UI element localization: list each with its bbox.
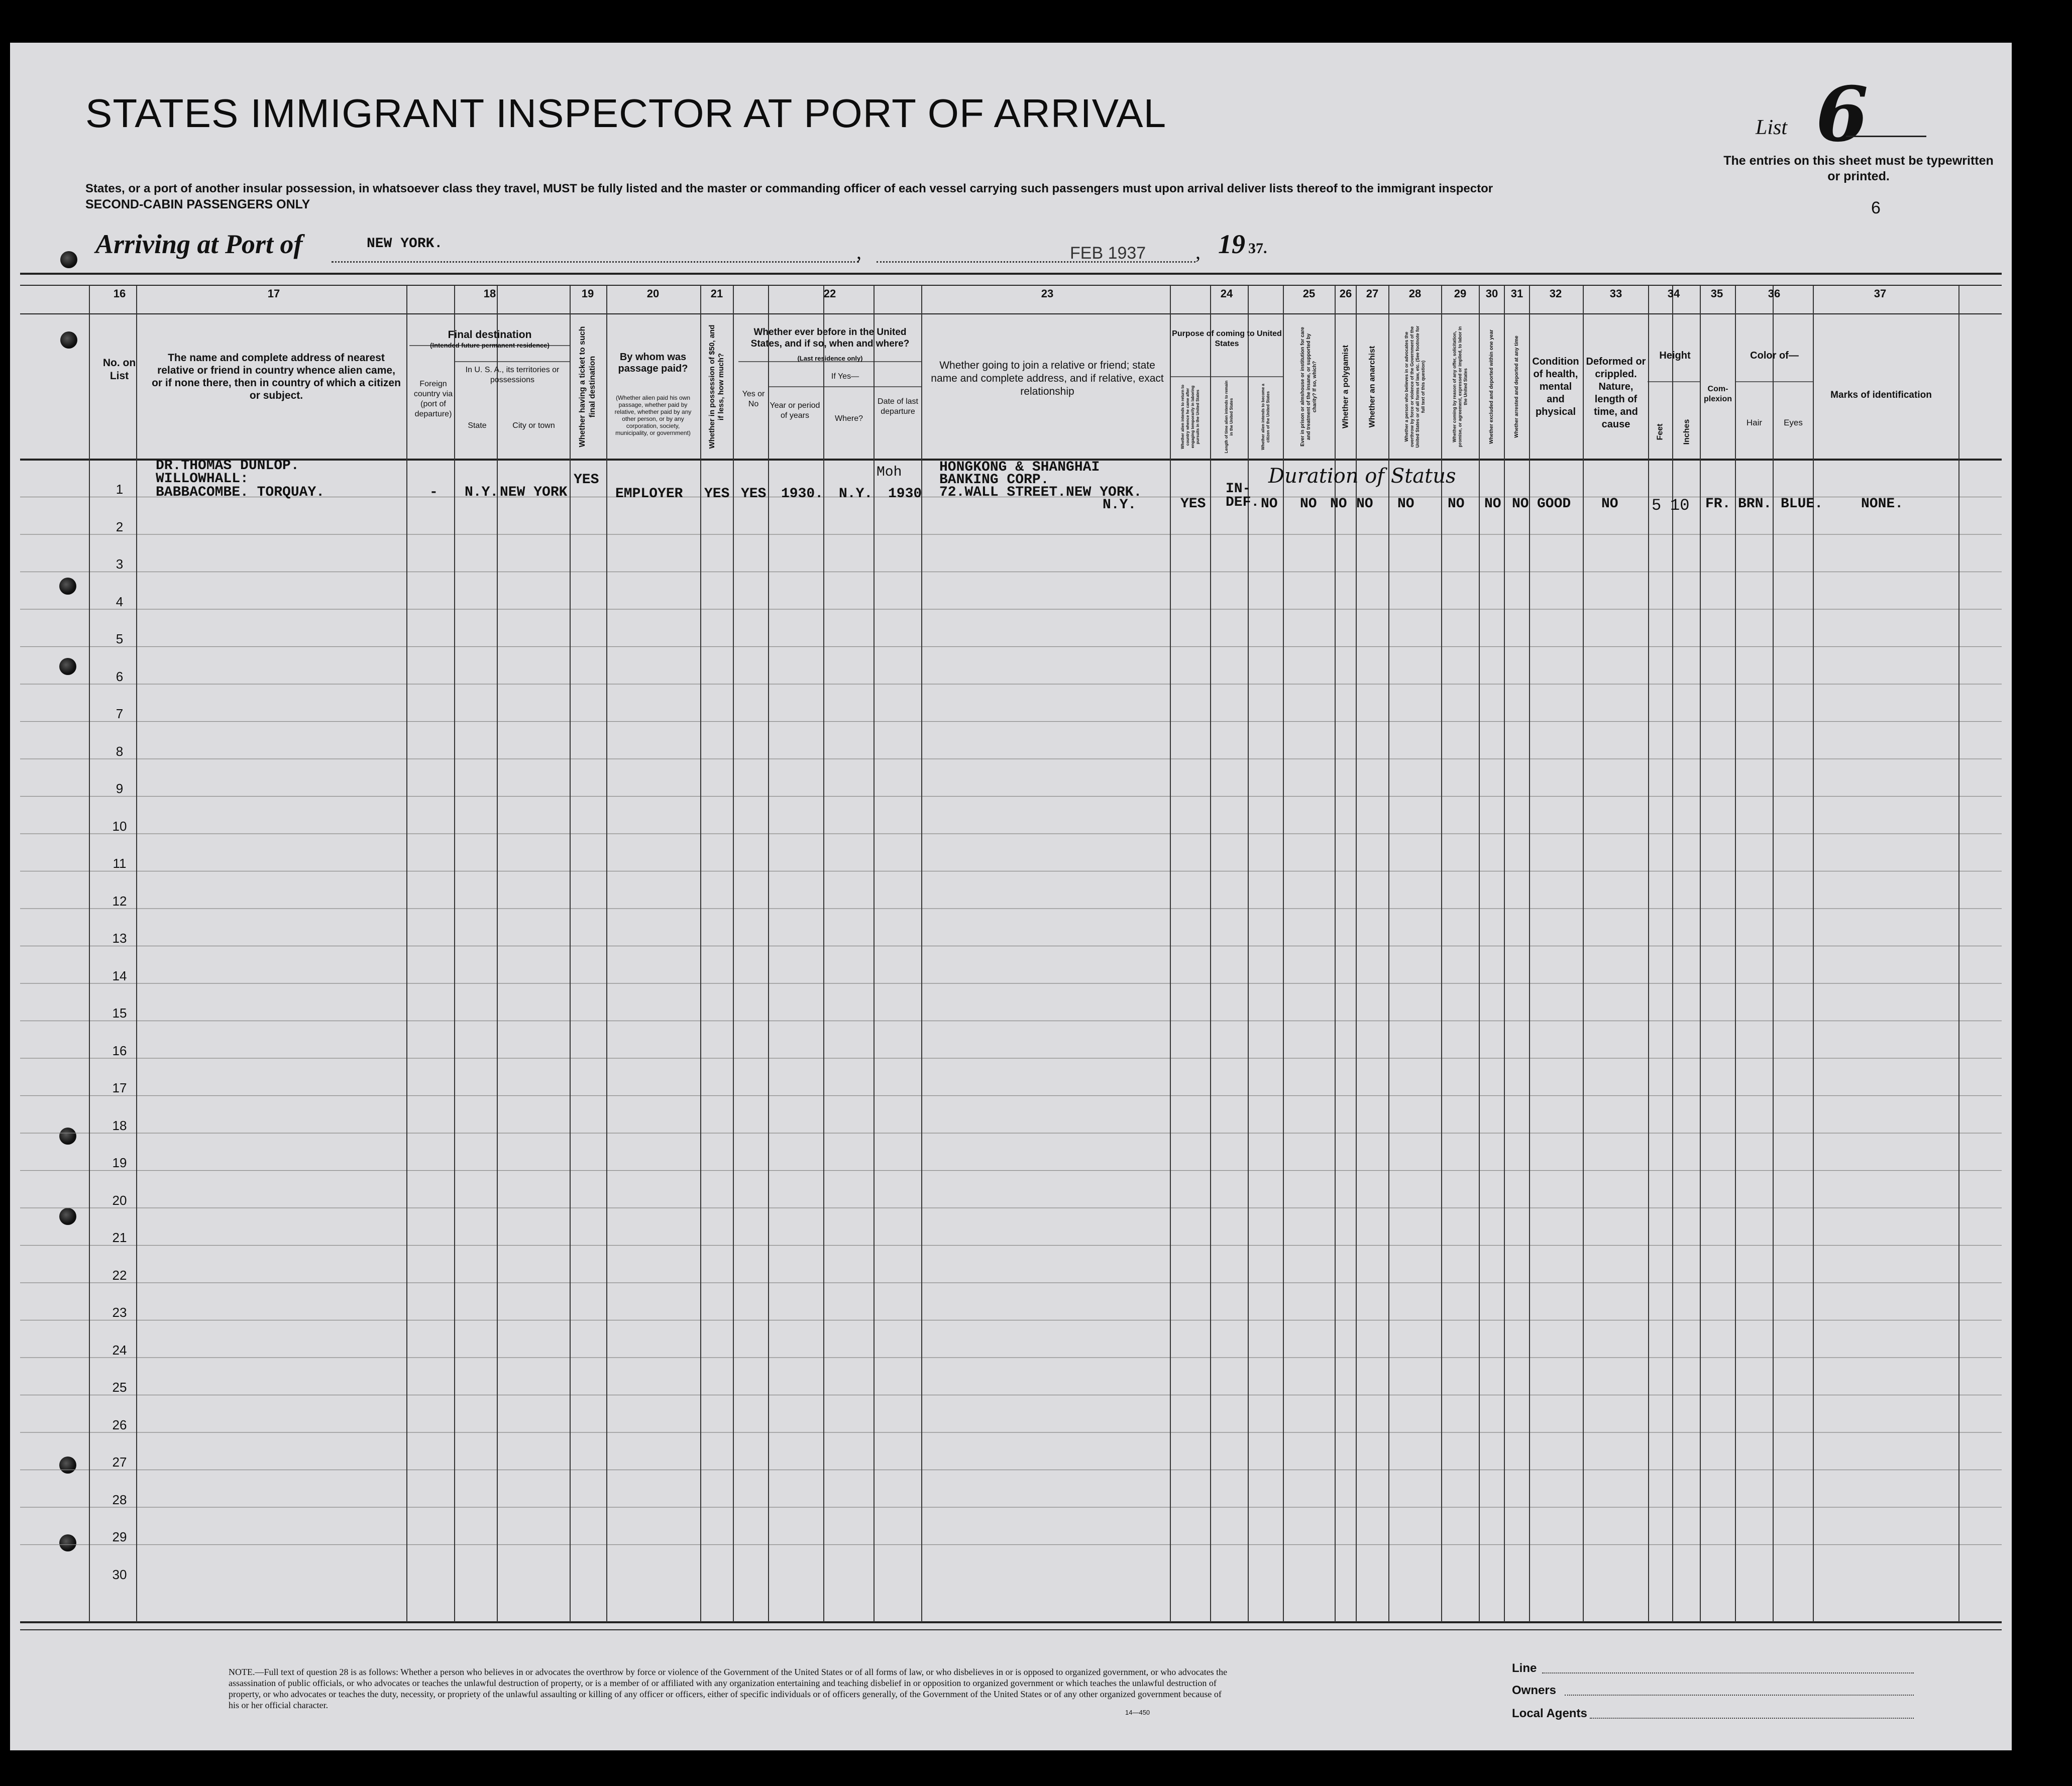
anarchist-value: NO	[1356, 496, 1373, 512]
row-number: 27	[112, 1455, 127, 1470]
row-number: 4	[116, 594, 124, 609]
col-num-28: 28	[1408, 287, 1422, 300]
col-num-20: 20	[646, 287, 660, 300]
local-agents-field	[1590, 1718, 1914, 1719]
handwritten-duration: Duration of Status	[1268, 465, 1456, 488]
relative-house: WILLOWHALL:	[156, 471, 249, 487]
length-of-time-2: DEF.	[1226, 495, 1260, 510]
col-num-33: 33	[1609, 287, 1622, 300]
before-where-value: N.Y.	[839, 486, 873, 502]
header-ever-before-sub: (Last residence only)	[797, 355, 863, 362]
complexion-value: FR.	[1705, 496, 1731, 512]
comma: ,	[856, 241, 861, 263]
row-number: 18	[112, 1118, 127, 1133]
header-final-destination: Final destination	[448, 329, 532, 341]
row-number: 15	[112, 1006, 127, 1021]
marks-value: NONE.	[1861, 496, 1904, 512]
col-num-16: 16	[113, 287, 126, 300]
relative-name: DR.THOMAS DUNLOP.	[156, 458, 299, 474]
row-number: 10	[112, 818, 127, 834]
header-ever-before: Whether ever before in the United States, and if so, when and where?	[750, 327, 910, 349]
before-date-value: 1930	[888, 486, 922, 502]
row-number: 11	[113, 856, 127, 871]
row-number: 8	[116, 743, 124, 759]
col-num-34: 34	[1667, 287, 1680, 300]
row-number: 26	[112, 1417, 127, 1432]
col-num-22: 22	[823, 287, 836, 300]
row-number: 21	[112, 1230, 127, 1245]
list-number-small: 6	[1871, 198, 1881, 217]
row-number: 28	[112, 1492, 127, 1507]
owners-field	[1565, 1695, 1914, 1696]
col-num-24: 24	[1220, 287, 1233, 300]
header-purpose-length: Length of time alien intends to remain in the United States	[1224, 380, 1234, 454]
list-label: List	[1756, 116, 1788, 139]
joining-line2: BANKING CORP.	[939, 472, 1049, 488]
polygamist-value: NO	[1330, 496, 1347, 512]
row-number: 30	[112, 1567, 127, 1582]
row-number: 22	[112, 1267, 127, 1283]
foreign-port-value: -	[429, 485, 438, 500]
header-in-usa: In U. S. A., its territories or possessions	[465, 366, 560, 384]
col-num-18: 18	[483, 287, 496, 300]
row-number: 20	[112, 1192, 127, 1208]
before-year-value: 1930.	[781, 486, 824, 502]
header-complexion: Com- plexion	[1703, 385, 1732, 403]
header-purpose-citizen: Whether alien intends to become a citizen of the United States	[1261, 383, 1270, 451]
row-number: 16	[112, 1043, 127, 1058]
header-inches: Inches	[1682, 419, 1691, 445]
form-number: 14—450	[1125, 1709, 1150, 1716]
q30-value: NO	[1484, 496, 1501, 512]
passenger-class-label: SECOND-CABIN PASSENGERS ONLY	[85, 197, 310, 211]
joining-line1: HONGKONG & SHANGHAI	[939, 460, 1100, 475]
col-num-35: 35	[1710, 287, 1723, 300]
date-stamp: FEB 1937	[1070, 244, 1146, 263]
entries-note: The entries on this sheet must be typewritten or printed.	[1723, 154, 1994, 183]
header-where: Where?	[834, 414, 863, 423]
col-num-27: 27	[1366, 287, 1379, 300]
state-value: N.Y.	[465, 485, 499, 500]
year-prefix: 19	[1218, 229, 1245, 259]
header-joining: Whether going to join a relative or friend; state name and complete address, and if relative, exact relationship	[931, 360, 1164, 397]
deformed-value: NO	[1601, 496, 1618, 512]
port-value: NEW YORK.	[367, 236, 443, 252]
header-purpose: Purpose of coming to United States	[1172, 329, 1282, 348]
header-ticket: Whether having a ticket to such final destination	[578, 326, 597, 448]
header-yes-no: Yes or No	[742, 390, 765, 408]
line-field	[1542, 1672, 1914, 1673]
header-hair: Hair	[1746, 418, 1763, 427]
fifty-dollars-value: YES	[704, 486, 730, 502]
col-num-36: 36	[1768, 287, 1781, 300]
header-nearest-relative: The name and complete address of nearest relative or friend in country whence alien came, or if none there, then in country of which a citizen or subject.	[152, 352, 401, 401]
header-if-yes: If Yes—	[831, 372, 859, 381]
row-number: 29	[112, 1529, 127, 1544]
question-28-note: NOTE.—Full text of question 28 is as follows: Whether a person who believes in or advocates the overthrow by force or violence of the Government of the United States or of all forms of law, or who disbelieves in or is opposed to organized government, or who advocates the assassination of public officials, or who advocates or teaches the unlawful destruction of property, or is a member of or affiliated with any organization entertaining and teaching disbelief in or opposition to organized government or which teaches the unlawful destruction of property, or who advocates or teaches the duty, necessity, or propriety of the unlawful assaulting or killing of any officer or officers, either of specific individuals or of officers generally, of the Government of the United States or of any other organized government because of his or her official character.	[229, 1667, 1228, 1710]
before-month-value: Moh	[877, 465, 902, 480]
year-suffix: 37.	[1248, 240, 1267, 257]
feet-value: 5	[1652, 496, 1662, 515]
return-country-value: YES	[1180, 496, 1206, 512]
header-eyes: Eyes	[1784, 418, 1803, 427]
row-number: 12	[112, 893, 127, 909]
header-purpose-return: Whether alien intends to return to country whence he came after engaging temporarily in laboring pursuits in the United States	[1180, 385, 1200, 450]
row-number: 7	[116, 706, 124, 721]
before-yes-no-value: YES	[741, 486, 767, 502]
row-number: 25	[112, 1380, 127, 1395]
row-number: 24	[112, 1342, 127, 1358]
row-number: 13	[112, 931, 127, 946]
header-final-destination-sub: (Intended future permanent residence)	[430, 342, 550, 349]
row-number: 1	[116, 482, 124, 497]
header-marks: Marks of identification	[1830, 390, 1932, 400]
prison-value: NO	[1300, 496, 1317, 512]
health-value: GOOD	[1537, 496, 1571, 512]
header-anarchist: Whether an anarchist	[1368, 346, 1377, 428]
header-polygamist: Whether a polygamist	[1341, 345, 1350, 429]
header-q31: Whether arrested and deported at any time	[1514, 336, 1519, 438]
col-num-19: 19	[581, 287, 594, 300]
form-title: STATES IMMIGRANT INSPECTOR AT PORT OF ARRIVAL	[85, 91, 1167, 136]
joining-line4: N.Y.	[1103, 497, 1137, 513]
row-number: 5	[116, 631, 124, 646]
col-num-26: 26	[1339, 287, 1352, 300]
header-year: Year or period of years	[770, 401, 820, 420]
header-q30: Whether excluded and deported within one year	[1489, 329, 1494, 444]
col-num-25: 25	[1302, 287, 1316, 300]
header-feet: Feet	[1656, 423, 1665, 440]
header-passage-paid: By whom was passage paid?	[618, 352, 688, 374]
comma: ,	[1195, 241, 1201, 263]
header-state: State	[468, 421, 487, 430]
joining-line3: 72.WALL STREET.NEW YORK.	[939, 485, 1142, 500]
ticket-value: YES	[574, 472, 599, 488]
list-number: 6	[1816, 70, 1869, 159]
q31-value: NO	[1512, 496, 1529, 512]
header-no-on-list: No. on List	[102, 357, 136, 382]
header-date-departure: Date of last departure	[878, 397, 918, 416]
header-color: Color of—	[1750, 350, 1799, 361]
row-number: 17	[112, 1080, 127, 1095]
col-num-31: 31	[1510, 287, 1523, 300]
header-q29: Whether coming by reason of any offer, solicitation, promise, or agreement, expressed or implied, to labor in the United States	[1452, 326, 1468, 448]
row-number: 19	[112, 1155, 127, 1170]
col-num-37: 37	[1874, 287, 1887, 300]
arriving-label: Arriving at Port of	[95, 229, 303, 259]
line-label: Line	[1512, 1661, 1537, 1675]
eyes-value: BLUE.	[1781, 496, 1823, 512]
relative-town: BABBACOMBE. TORQUAY.	[156, 485, 325, 500]
row-number: 6	[116, 668, 124, 684]
header-height: Height	[1659, 350, 1691, 361]
owners-label: Owners	[1512, 1684, 1557, 1697]
row-number: 2	[116, 519, 124, 534]
col-num-30: 30	[1485, 287, 1498, 300]
passage-paid-value: EMPLOYER	[615, 486, 683, 502]
col-num-32: 32	[1549, 287, 1562, 300]
city-value: NEW YORK	[500, 485, 568, 500]
row-number: 23	[112, 1305, 127, 1320]
header-q28: Whether a person who believes in or advocates the overthrow by force or violence of the Government of the United States or of all forms of law, etc. (See footnote for full text of this question)	[1404, 325, 1426, 448]
row-number: 3	[116, 556, 124, 572]
length-of-time-1: IN-	[1226, 481, 1251, 497]
header-prison: Ever in prison or almshouse or institution for care and treatment of the insane, or supported by charity? If so, which?	[1300, 327, 1318, 447]
hair-value: BRN.	[1738, 496, 1772, 512]
header-passage-paid-sub: (Whether alien paid his own passage, whether paid by relative, whether paid by any other person, or by any corporation, society, municipality, or government)	[614, 394, 692, 436]
col-num-23: 23	[1041, 287, 1054, 300]
q28-value: NO	[1397, 496, 1414, 512]
inches-value: 10	[1670, 496, 1690, 515]
col-num-17: 17	[267, 287, 280, 300]
local-agents-label: Local Agents	[1512, 1707, 1587, 1720]
form-subtitle: States, or a port of another insular possession, in whatsoever class they travel, MUST be fully listed and the master or commanding officer of each vessel carrying such passengers must upon arrival deliver lists thereof to the immigrant inspector	[85, 182, 1493, 195]
q29-value: NO	[1448, 496, 1465, 512]
header-fifty-dollars: Whether in possession of $50, and if less, how much?	[708, 324, 725, 449]
header-foreign-country: Foreign country via (port of departure)	[413, 380, 453, 418]
citizen-value: NO	[1261, 496, 1278, 512]
header-health: Condition of health, mental and physical	[1532, 356, 1579, 417]
row-number: 9	[116, 781, 124, 796]
header-deformed: Deformed or crippled. Nature, length of time, and cause	[1586, 356, 1646, 430]
col-num-29: 29	[1454, 287, 1467, 300]
header-city: City or town	[512, 421, 555, 430]
row-number: 14	[112, 968, 127, 983]
col-num-21: 21	[710, 287, 723, 300]
